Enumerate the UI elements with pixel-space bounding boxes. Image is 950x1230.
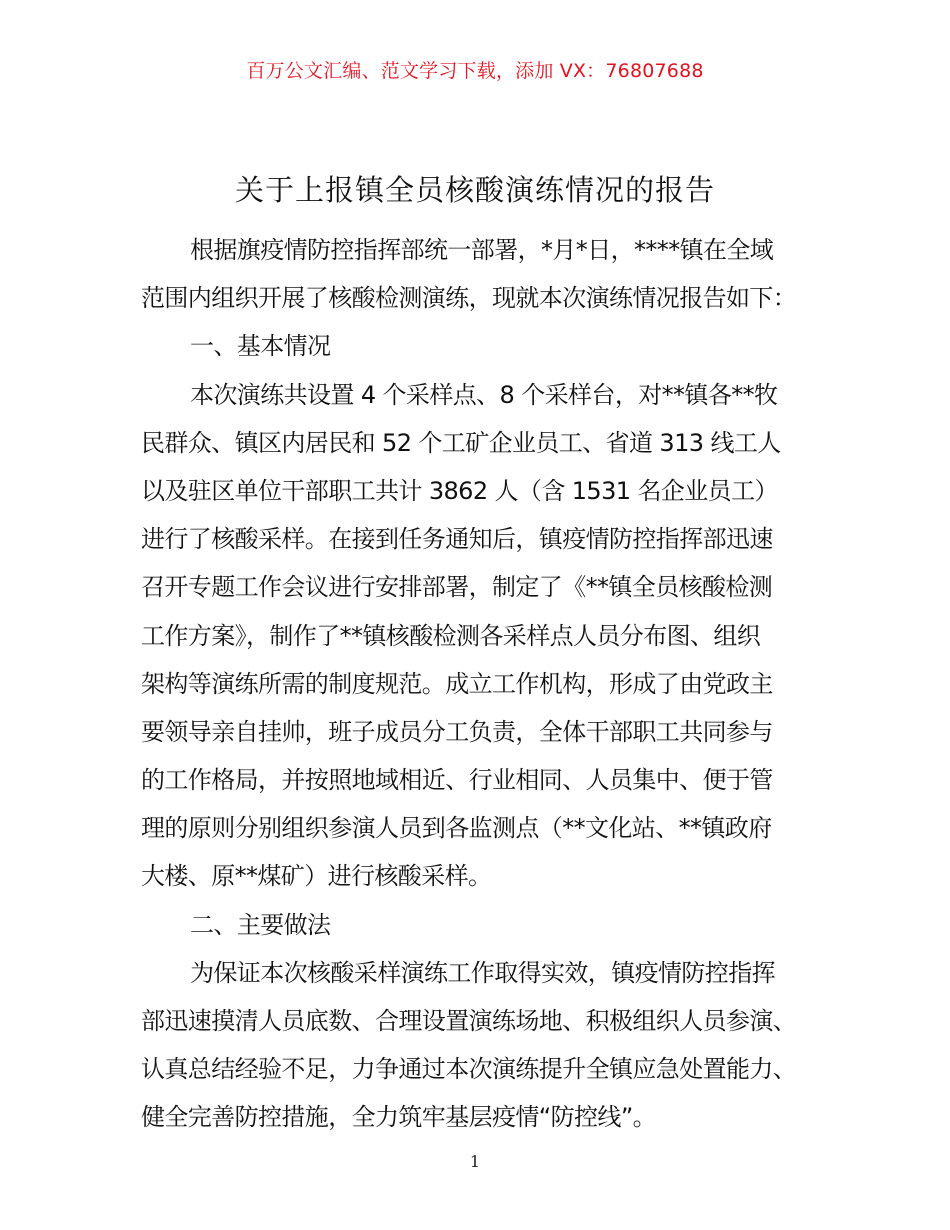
document-title: 关于上报镇全员核酸演练情况的报告 (234, 173, 715, 207)
paragraph-basic-line: 本次演练共设置 4 个采样点、8 个采样台，对**镇各**牧 (190, 380, 778, 409)
paragraph-practices-line: 为保证本次核酸采样演练工作取得实效，镇疫情防控指挥 (190, 958, 775, 987)
paragraph-basic-line: 民群众、镇区内居民和 52 个工矿企业员工、省道 313 线工人 (141, 428, 781, 457)
paragraph-basic-line: 进行了核酸采样。在接到任务通知后，镇疫情防控指挥部迅速 (141, 525, 773, 554)
paragraph-basic-line: 理的原则分别组织参演人员到各监测点（**文化站、**镇政府 (141, 814, 772, 843)
paragraph-intro-line: 根据旗疫情防控指挥部统一部署，*月*日，****镇在全域 (190, 236, 774, 264)
paragraph-practices-line: 认真总结经验不足，力争通过本次演练提升全镇应急处置能力、 (141, 1055, 797, 1084)
paragraph-intro-line: 范围内组织开展了核酸检测演练，现就本次演练情况报告如下： (141, 284, 797, 313)
section-heading-basic-situation: 一、基本情况 (190, 332, 331, 361)
paragraph-basic-line: 的工作格局，并按照地域相近、行业相同、人员集中、便于管 (141, 766, 773, 795)
document-body (141, 226, 831, 1142)
section-heading-main-practices: 二、主要做法 (190, 910, 331, 939)
paragraph-basic-line: 架构等演练所需的制度规范。成立工作机构，形成了由党政主 (141, 669, 773, 698)
paragraph-practices-line: 部迅速摸清人员底数、合理设置演练场地、积极组织人员参演、 (141, 1007, 797, 1035)
paragraph-basic-line: 以及驻区单位干部职工共计 3862 人（含 1531 名企业员工） (141, 476, 778, 505)
paragraph-basic-line: 工作方案》，制作了**镇核酸检测各采样点人员分布图、组织 (141, 621, 761, 650)
header-note: 百万公文汇编、范文学习下载，添加 VX：76807688 (246, 60, 704, 82)
paragraph-basic-line: 要领导亲自挂帅，班子成员分工负责，全体干部职工共同参与 (141, 717, 773, 746)
page-number: 1 (469, 1152, 481, 1171)
paragraph-practices-line: 健全完善防控措施，全力筑牢基层疫情“防控线”。 (141, 1103, 657, 1132)
paragraph-basic-line: 召开专题工作会议进行安排部署，制定了《**镇全员核酸检测 (141, 573, 773, 602)
paragraph-basic-line: 大楼、原**煤矿）进行核酸采样。 (141, 862, 492, 891)
